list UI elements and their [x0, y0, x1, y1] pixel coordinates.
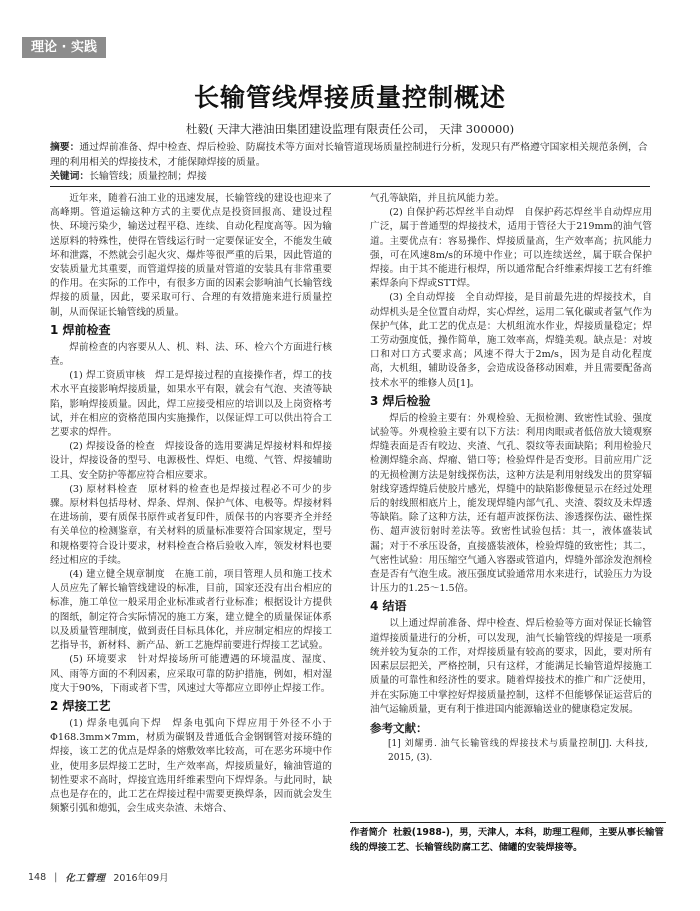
intro-paragraph: 近年来，随着石油工业的迅速发展，长输管线的建设也迎来了高峰期。管道运输这种方式的主要优点是投资回报高、建设过程快、环境污染少，输送过程平稳、连续、自动化程度高等。因为输送原料的特殊性，使得在管线运行时一定要保证安全，不能发生破坏和泄露，不然就会引起火灾、爆炸等很严重的后果，因此管道的安装质量尤其重要，而管道焊接的质量对管道的安装具有非常重要的作用。在实际的工作中，有很多方面的因素会影响油气长输管线焊接的质量，因此，要采取可行、合理的有效措施来进行质量控制，从而保证长输管线的质量。 [50, 193, 332, 318]
author-line: 杜毅( 天津大港油田集团建设监理有限责任公司， 天津 300000) [185, 122, 515, 136]
abstract-text: 通过焊前准备、焊中检查、焊后检验、防腐技术等方面对长输管道现场质量控制进行分析，发现只有严格遵守国家相关规范条例，合理的利用相关的焊接技术，才能保障焊接的质量。 [50, 142, 648, 168]
abstract-label: 摘要： [50, 142, 80, 153]
journal-name: 化工管理 [65, 873, 106, 884]
section-heading-4: 4 结语 [370, 599, 407, 614]
author-info-label: 作者简介 [350, 827, 388, 838]
author-info-divider [350, 822, 666, 823]
issue-date: 2016年09月 [113, 873, 169, 884]
author-info [350, 826, 666, 855]
left-column [50, 192, 332, 816]
page-footer [28, 870, 169, 884]
page-number: 148 [28, 871, 47, 883]
paragraph: (2) 自保护药芯焊丝半自动焊 自保护药芯焊丝半自动焊应用广泛，属于普通型的焊接技术，适用于管径大于219mm的油气管道。主要优点有：容易操作、焊接质量高，生产效率高；抗风能力强，可在风速8m/s的环境中作业；可以连续送丝，属于联合保护焊接。由于其不能进行根焊，所以通常配合纤维素焊接工艺有纤维素焊条向下焊或STT焊。 [370, 207, 652, 290]
paragraph: (1) 焊工资质审核 焊工是焊接过程的直接操作者，焊工的技术水平直接影响焊接质量，如果水平有限，就会有气泡、夹渣等缺陷，影响焊接质量。因此，焊工应接受相应的培训以及上岗资格考试，并在相应的资格范围内实施操作，以保证焊工可以供出符合工艺要求的焊件。 [50, 370, 332, 439]
abstract-block [50, 141, 650, 185]
article-title: 长输管线焊接质量控制概述 [193, 83, 506, 112]
paragraph: 气孔等缺陷，并且抗风能力差。 [370, 193, 505, 204]
abstract-paragraph [50, 141, 650, 170]
paragraph: (5) 环境要求 针对焊接场所可能遭遇的环境温度、湿度、风、雨等方面的不利因素，应采取可靠的防护措施，例如，相对湿度大于90%，下雨或者下雪，风速过大等都应立即停止焊接工作。 [50, 654, 332, 694]
footer-separator: | [54, 871, 58, 883]
keywords-text: 长输管线；质量控制；焊接 [89, 171, 207, 182]
reference-item: [1] 刘耀勇. 油气长输管线的焊接技术与质量控制[J]. 大科技, 2015, (3). [388, 738, 648, 763]
section-tag: 理论 · 实践 [22, 37, 106, 58]
section-heading-1: 1 焊前检查 [50, 322, 111, 337]
paragraph: (4) 建立健全规章制度 在施工前，项目管理人员和施工技术人员应先了解长输管线建设的标准，目前，国家还没有出台相应的标准，施工单位一般采用企业标准或者行业标准；根据设计方提供的图纸，制定符合实际情况的施工方案，建立健全的质量保证体系以及质量管理制度，做到责任目标具体化，并应制定相应的焊接工艺指导书，新材料、新产品、新工艺施焊前要进行焊接工艺试验。 [50, 569, 332, 652]
section-heading-3: 3 焊后检验 [370, 393, 431, 408]
paragraph: (1) 焊条电弧向下焊 焊条电弧向下焊应用于外径不小于Φ168.3mm×7mm，材质为碳钢及普通低合金钢钢管对接环缝的焊接，该工艺的优点是焊条的熔敷效率比较高，可在恶劣环境中作业，使用多层焊接工艺时，生产效率高，焊接质量好，输油管道的韧性要求不高时，焊接宜选用纤维素型向下焊焊条。与此同时，缺点也是存在的，此工艺在焊接过程中需要更换焊条，因而就会发生频繁引弧和熄弧，会生成夹杂渣、未熔合、 [50, 717, 332, 815]
keywords-paragraph [50, 170, 650, 185]
right-column [370, 192, 652, 765]
keywords-label: 关键词： [50, 171, 90, 182]
author-info-text: 杜毅(1988-)，男，天津人，本科，助理工程师，主要从事长输管线的焊接工艺、长输管线防腐工艺、储罐的安装焊接等。 [350, 827, 664, 853]
header-divider [50, 186, 650, 187]
references-heading: 参考文献： [370, 720, 428, 735]
paragraph: (2) 焊接设备的检查 焊接设备的选用要满足焊接材料和焊接设计，焊接设备的型号、电源极性、焊炬、电缆、气管、焊接辅助工具、安全防护等都应符合相应要求。 [50, 441, 332, 481]
paragraph: 焊后的检验主要有：外观检验、无损检测、致密性试验、强度试验等。外观检验主要有以下方法：利用肉眼或者低倍放大镜观察焊缝表面是否有咬边、夹渣、气孔、裂纹等表面缺陷；利用检验尺检测焊缝余高、焊瘤、错口等；检验焊件是否变形。目前应用广泛的无损检测方法是射线探伤法，这种方法是利用射线发出的贯穿辐射线穿透焊缝后使胶片感光，焊缝中的缺陷影像便显示在经过处理后的射线照相底片上，能发现焊缝内部气孔、夹渣、裂纹及未焊透等缺陷。除了这种方法，还有超声波探伤法、渗透探伤法、磁性探伤、超声波衍射时差法等。致密性试验包括：其一，液体盛装试漏；对于不承压设备，直接盛装液体，检验焊缝的致密性；其二，气密性试验：用压缩空气通入容器或管道内，焊缝外部涂发泡剂检查是否有气泡生成。液压强度试验通常用水来进行，试验压力为设计压力的1.25～1.5倍。 [370, 412, 652, 595]
paragraph: (3) 原材料检查 原材料的检查也是焊接过程必不可少的步骤。原材料包括母材、焊条、焊剂、保护气体、电极等。焊接材料在进场前，要有质保书原件或者复印件，质保书的内容要齐全并经有关单位的检测鉴章，有关材料的质量标准要符合国家规定，型号和规格要符合设计要求，材料检查合格后验收入库，领发材料也要经过相应的手续。 [50, 483, 332, 566]
paragraph: 焊前检查的内容要从人、机、料、法、环、检六个方面进行核查。 [50, 341, 332, 368]
paragraph: (3) 全自动焊接 全自动焊接，是目前最先进的焊接技术，自动焊机头是全位置自动焊，实心焊丝，运用二氧化碳或者氩气作为保护气体，此工艺的优点是：大机组流水作业，焊接质量稳定；焊工劳动强度低，操作简单，施工效率高，焊缝美观。缺点是：对坡口和对口方式要求高；风速不得大于2m/s，因为是自动化程度高，大机组，辅助设备多，会造成设备移动困难，并且需要配备高技术水平的维修人员[1]。 [370, 292, 652, 389]
paragraph: 以上通过焊前准备、焊中检查、焊后检验等方面对保证长输管道焊接质量进行的分析，可以发现，油气长输管线的焊接是一项系统并较为复杂的工作，对焊接质量有较高的要求，因此，要对所有因素层层把关，严格控制，只有这样，才能满足长输管道焊接施工质量的可靠性和经济性的要求。随着焊接技术的推广和广泛使用，并在实际施工中掌控好焊接质量控制，这样不但能够保证运营后的油气运输质量，更有利于推进国内能源输送业的健康稳定发展。 [370, 618, 652, 715]
section-heading-2: 2 焊接工艺 [50, 698, 111, 713]
